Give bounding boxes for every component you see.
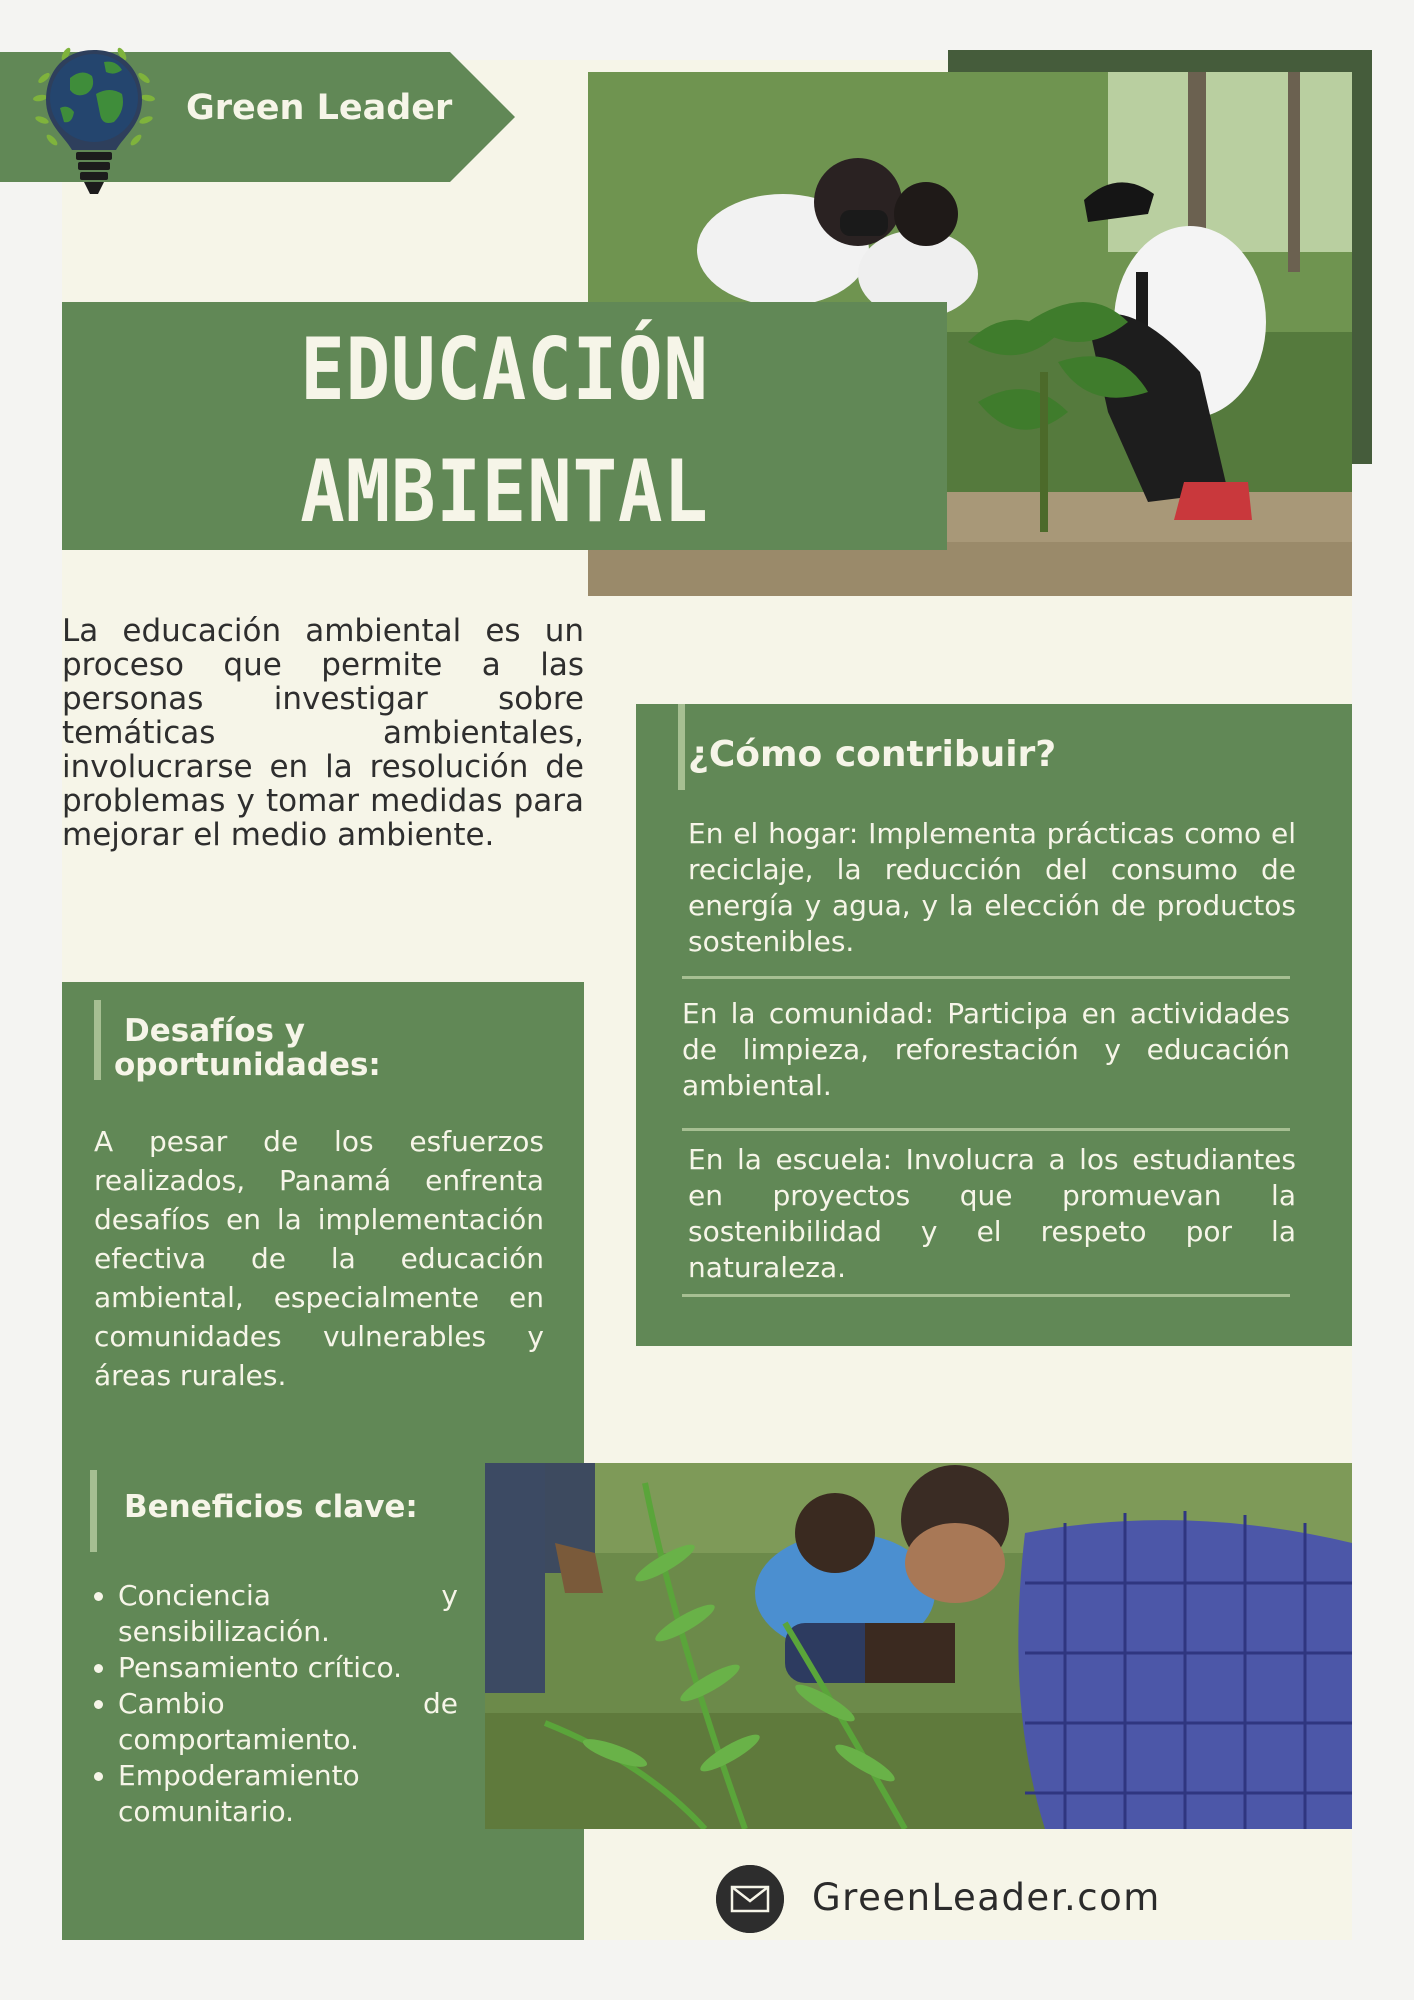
list-item: • Pensamiento crítico. <box>118 1650 458 1686</box>
contribuir-panel <box>636 704 1352 1346</box>
beneficios-title: Beneficios clave: <box>124 1489 418 1525</box>
desafios-body: A pesar de los esfuerzos realizados, Panamá enfrenta desafíos en la implementación efectiva de la educación ambiental, especialmente en comunidades vulnerables y áreas rurales. <box>94 1125 544 1392</box>
brand-name: Green Leader <box>186 88 453 128</box>
title-accent-bar <box>94 1000 101 1080</box>
desafios-title-line-1: Desafíos y <box>124 1013 305 1049</box>
title-banner <box>62 302 947 550</box>
list-item: • Conciencia y sensibilización. <box>118 1578 458 1650</box>
intro-paragraph: La educación ambiental es un proceso que permite a las personas investigar sobre temáticas ambientales, involucrarse en la resolución de problemas y tomar medidas para mejorar el medio ambiente. <box>62 613 584 853</box>
list-item: • Empoderamiento comunitario. <box>118 1758 458 1830</box>
title-line-2: AMBIENTAL <box>300 442 709 542</box>
envelope-icon <box>716 1865 784 1933</box>
divider <box>682 1294 1290 1297</box>
contribuir-item-escuela: En la escuela: Involucra a los estudiantes en proyectos que promuevan la sostenibilidad y el respeto por la naturaleza. <box>688 1143 1296 1284</box>
globe-lightbulb-logo <box>30 38 158 202</box>
title-accent-bar <box>678 704 685 790</box>
beneficios-list <box>86 1578 458 1830</box>
title-line-1: EDUCACIÓN <box>300 320 709 420</box>
list-item: • Cambio de comportamiento. <box>118 1686 458 1758</box>
community-planting-photo <box>485 1463 1352 1829</box>
website-link[interactable]: GreenLeader.com <box>812 1876 1161 1919</box>
contribuir-title: ¿Cómo contribuir? <box>688 734 1057 775</box>
contribuir-item-comunidad: En la comunidad: Participa en actividades de limpieza, reforestación y educación ambiental. <box>682 997 1290 1102</box>
contribuir-item-hogar: En el hogar: Implementa prácticas como el reciclaje, la reducción del consumo de energía y agua, y la elección de productos sostenibles. <box>688 817 1296 958</box>
divider <box>682 976 1290 979</box>
desafios-title-line-2: oportunidades: <box>114 1047 381 1083</box>
divider <box>682 1128 1290 1131</box>
title-accent-bar <box>90 1470 97 1552</box>
